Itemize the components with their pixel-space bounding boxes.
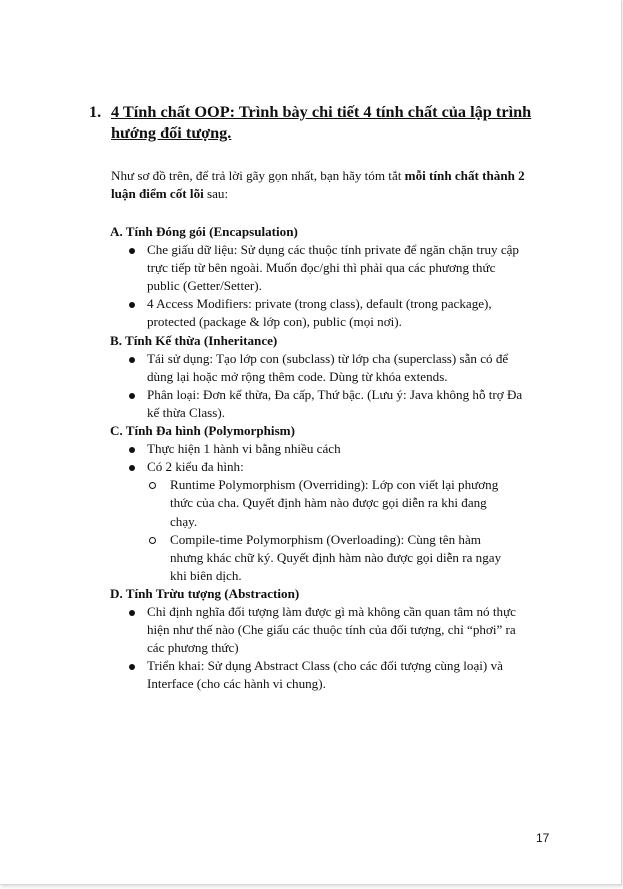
- text-line: chạy.: [170, 513, 198, 529]
- text-line: protected (package & lớp con), public (mọi nơi).: [147, 314, 402, 330]
- bullet-item: [110, 386, 560, 422]
- text-line: Compile-time Polymorphism (Overloading): Cùng tên hàm: [170, 531, 481, 547]
- text-line: Phân loại: Đơn kế thừa, Đa cấp, Thứ bậc. (Lưu ý: Java không hỗ trợ Đa: [147, 386, 523, 402]
- text-line: Runtime Polymorphism (Overriding): Lớp con viết lại phương: [170, 477, 499, 493]
- bullet-item: [110, 440, 560, 458]
- intro-line: [111, 167, 561, 185]
- hollow-bullet-icon: [149, 537, 156, 544]
- bullet-icon: [129, 447, 135, 453]
- property-title: A. Tính Đóng gói (Encapsulation): [110, 224, 298, 239]
- text-line: Thực hiện 1 hành vi bằng nhiều cách: [147, 441, 341, 457]
- sub-bullet-item: [147, 476, 560, 530]
- bullet-icon: [129, 302, 135, 308]
- property-section: [110, 422, 560, 585]
- intro-bold: luận điểm cốt lõi: [111, 186, 204, 201]
- properties-list: [110, 223, 560, 693]
- bullet-item: [110, 458, 560, 585]
- text-line: kế thừa Class).: [147, 404, 226, 420]
- text-line: Có 2 kiểu đa hình:: [147, 459, 244, 475]
- bullet-icon: [129, 664, 135, 670]
- heading-line: 4 Tính chất OOP: Trình bày chi tiết 4 tính chất của lập trình: [111, 102, 532, 121]
- intro-bold: mỗi tính chất thành 2: [404, 168, 525, 183]
- text-line: public (Getter/Setter).: [147, 278, 262, 294]
- property-section: [110, 332, 560, 422]
- heading-line: hướng đối tượng.: [111, 123, 232, 142]
- sub-bullet-item: [147, 531, 560, 585]
- text-line: 4 Access Modifiers: private (trong class), default (trong package),: [147, 296, 492, 312]
- property-title: B. Tính Kế thừa (Inheritance): [110, 332, 278, 348]
- property-title: D. Tính Trừu tượng (Abstraction): [110, 585, 300, 601]
- text-line: Interface (cho các hành vi chung).: [147, 676, 326, 692]
- page-number: 17: [536, 831, 550, 845]
- text-line: Chỉ định nghĩa đối tượng làm được gì mà không cần quan tâm nó thực: [147, 603, 516, 619]
- sub-bullet-list: [147, 476, 560, 585]
- heading-number: 1.: [89, 102, 102, 121]
- property-section: [110, 223, 560, 332]
- property-section: [110, 585, 560, 694]
- text-line: hiện như thế nào (Che giấu các thuộc tính của đối tượng, chỉ “phơi” ra: [147, 622, 516, 638]
- bullet-list: [110, 241, 560, 331]
- bullet-item: [110, 657, 560, 693]
- text-line: khi biên dịch.: [170, 567, 242, 583]
- text-line: Triển khai: Sử dụng Abstract Class (cho các đối tượng cùng loại) và: [147, 658, 503, 674]
- text-line: các phương thức): [147, 640, 239, 656]
- bullet-icon: [129, 465, 135, 471]
- intro-text: sau:: [203, 186, 229, 201]
- bullet-icon: [129, 357, 135, 363]
- heading-text: [111, 101, 551, 143]
- bullet-icon: [129, 393, 135, 399]
- bullet-list: [110, 350, 560, 422]
- text-line: thức của cha. Quyết định hàm nào được gọi diễn ra khi đang: [170, 495, 487, 511]
- text-line: nhưng khác chữ ký. Quyết định hàm nào được gọi diễn ra ngay: [170, 549, 502, 565]
- bullet-icon: [129, 248, 135, 254]
- text-line: dùng lại hoặc mở rộng thêm code. Dùng từ khóa extends.: [147, 368, 448, 384]
- text-line: Che giấu dữ liệu: Sử dụng các thuộc tính private để ngăn chặn truy cập: [147, 242, 519, 258]
- intro-paragraph: [111, 167, 561, 203]
- intro-text: Như sơ đồ trên, để trả lời gãy gọn nhất, bạn hãy tóm tắt: [111, 168, 405, 183]
- bullet-list: [110, 603, 560, 693]
- bullet-icon: [129, 610, 135, 616]
- bullet-item: [110, 241, 560, 295]
- bullet-list: [110, 440, 560, 585]
- text-line: Tái sử dụng: Tạo lớp con (subclass) từ lớp cha (superclass) sẵn có để: [147, 350, 509, 366]
- text-line: trực tiếp từ bên ngoài. Muốn đọc/ghi thì phải qua các phương thức: [147, 260, 496, 276]
- bullet-item: [110, 295, 560, 331]
- hollow-bullet-icon: [149, 482, 156, 489]
- property-title: C. Tính Đa hình (Polymorphism): [110, 423, 295, 439]
- intro-line: [111, 185, 561, 203]
- bullet-item: [110, 603, 560, 657]
- bullet-item: [110, 350, 560, 386]
